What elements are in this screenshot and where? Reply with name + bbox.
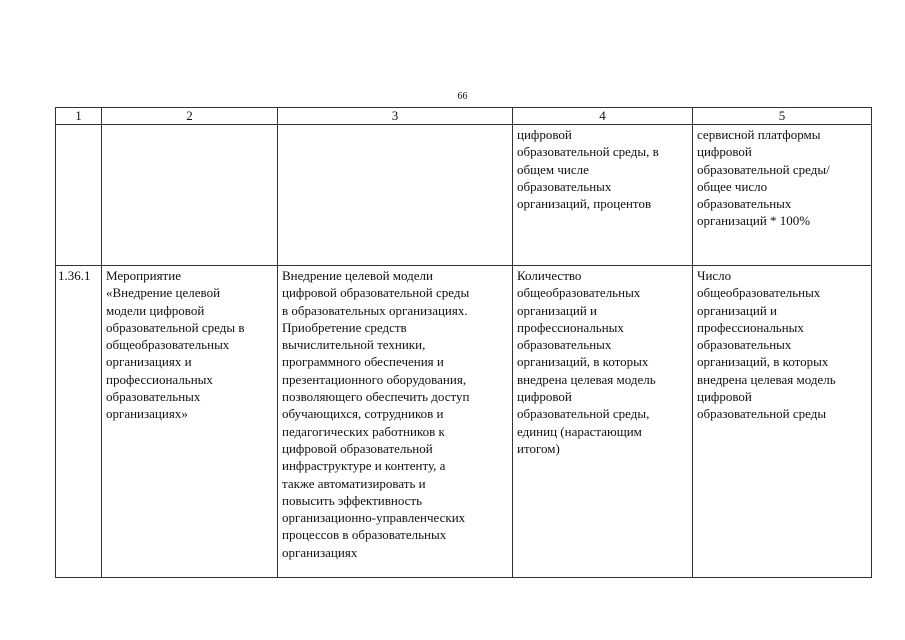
table-row xyxy=(56,266,872,578)
header-col-1: 1 xyxy=(56,108,102,125)
header-col-5: 5 xyxy=(693,108,872,125)
cell-description xyxy=(278,125,513,266)
header-col-3: 3 xyxy=(278,108,513,125)
header-col-4: 4 xyxy=(513,108,693,125)
indicator-table xyxy=(55,107,872,578)
cell-description: Внедрение целевой модели цифровой образовательной среды в образовательных организациях. Приобретение средств вычислительной техники, программного обеспечения и презентационного оборудования, позволяющего обеспечить доступ обучающихся, сотрудников и педагогических работников к цифровой образовательной инфраструктуре и контенту, а также автоматизировать и повысить эффективность организационно-управленческих процессов в образовательных организациях xyxy=(278,266,513,578)
header-col-2: 2 xyxy=(102,108,278,125)
table-header-row xyxy=(56,108,872,125)
cell-event-name: Мероприятие «Внедрение целевой модели цифровой образовательной среды в общеобразовательных организациях и профессиональных образовательных организациях» xyxy=(102,266,278,578)
page-number: 66 xyxy=(457,91,468,102)
cell-calculation: Число общеобразовательных организаций и профессиональных образовательных организаций, в которых внедрена целевая модель цифровой образовательной среды xyxy=(693,266,872,578)
cell-event-name xyxy=(102,125,278,266)
cell-indicator: Количество общеобразовательных организаций и профессиональных образовательных организаций, в которых внедрена целевая модель цифровой образовательной среды, единиц (нарастающим итогом) xyxy=(513,266,693,578)
cell-number: 1.36.1 xyxy=(56,266,102,578)
cell-indicator: цифровой образовательной среды, в общем числе образовательных организаций, процентов xyxy=(513,125,693,266)
cell-number xyxy=(56,125,102,266)
table-row xyxy=(56,125,872,266)
cell-calculation: сервисной платформы цифровой образовательной среды/ общее число образовательных организаций * 100% xyxy=(693,125,872,266)
